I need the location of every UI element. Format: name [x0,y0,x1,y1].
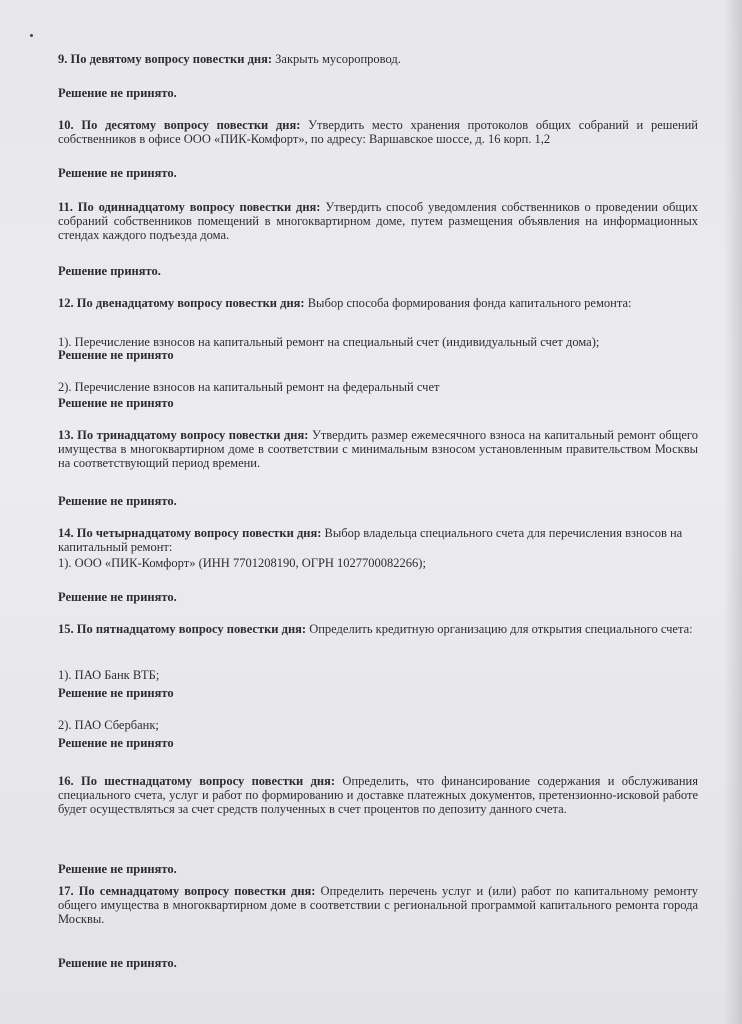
item-text: Определить кредитную организацию для открытия специального счета: [306,622,693,636]
option-14-1: 1). ООО «ПИК-Комфорт» (ИНН 7701208190, ОГРН 1027700082266); [58,556,426,570]
decision-17: Решение не принято. [58,956,177,970]
agenda-item-13 [58,428,698,470]
item-text: Определить перечень услуг и (или) работ по капитальному ремонту общего имущества в многоквартирном доме в соответствии с региональной программой капитального ремонта города Москвы. [58,884,699,926]
decision-16: Решение не принято. [58,862,177,876]
agenda-item-9 [58,52,698,66]
option-15-1: 1). ПАО Банк ВТБ; [58,668,160,682]
item-text: Выбор способа формирования фонда капитального ремонта: [304,296,632,310]
decision-11: Решение принято. [58,264,161,278]
decision-15-2: Решение не принято [58,736,174,750]
decision-12-2: Решение не принято [58,396,174,410]
agenda-item-17 [58,884,698,926]
item-label: 15. По пятнадцатому вопросу повестки дня: [58,622,307,636]
item-text: Утвердить место хранения протоколов общих собраний и решений собственников в офисе ООО «ПИК-Комфорт», по адресу: Варшавское шоссе, д. 16 корп. 1,2 [58,118,698,146]
item-label: 16. По шестнадцатому вопросу повестки дня: [58,774,336,788]
item-text: Утвердить способ уведомления собственников о проведении общих собраний собственников помещений в многоквартирном доме, путем размещения объявления на информационных стендах каждого подъезда дома. [58,200,698,242]
item-text: Закрыть мусоропровод. [272,52,401,66]
item-label: 9. По девятому вопросу повестки дня: [58,52,273,66]
agenda-item-14 [58,526,698,554]
item-label: 14. По четырнадцатому вопросу повестки дня: [58,526,322,540]
item-label: 11. По одиннадцатому вопросу повестки дня: [58,200,321,214]
item-text: Утвердить размер ежемесячного взноса на капитальный ремонт общего имущества в многоквартирном доме в соответствии с минимальным взносом установленным правительством Москвы на соответствующий период времени. [58,428,698,470]
agenda-item-11 [58,200,698,242]
item-text: Определить, что финансирование содержания и обслуживания специального счета, услуг и работ по формированию и доставке платежных документов, претензионно-исковой работе будет осуществляться за счет средств полученных в счет процентов по депозиту данного счета. [58,774,698,816]
decision-13: Решение не принято. [58,494,177,508]
item-label: 10. По десятому вопросу повестки дня: [58,118,301,132]
decision-15-1: Решение не принято [58,686,174,700]
speck [30,34,33,37]
decision-9: Решение не принято. [58,86,177,100]
decision-10: Решение не принято. [58,166,177,180]
item-text: Выбор владельца специального счета для перечисления взносов на капитальный ремонт: [58,526,683,554]
item-label: 12. По двенадцатому вопросу повестки дня: [58,296,305,310]
agenda-item-12 [58,296,698,310]
page-edge-shadow [724,0,742,1024]
agenda-item-15 [58,622,698,636]
agenda-item-10 [58,118,698,146]
item-label: 17. По семнадцатому вопросу повестки дня: [58,884,316,898]
item-label: 13. По тринадцатому вопросу повестки дня: [58,428,309,442]
decision-12-1: Решение не принято [58,348,174,362]
agenda-item-16 [58,774,698,816]
option-15-2: 2). ПАО Сбербанк; [58,718,159,732]
option-12-2: 2). Перечисление взносов на капитальный ремонт на федеральный счет [58,380,440,394]
option-12-1: 1). Перечисление взносов на капитальный ремонт на специальный счет (индивидуальный счет дома); [58,335,600,349]
decision-14: Решение не принято. [58,590,177,604]
